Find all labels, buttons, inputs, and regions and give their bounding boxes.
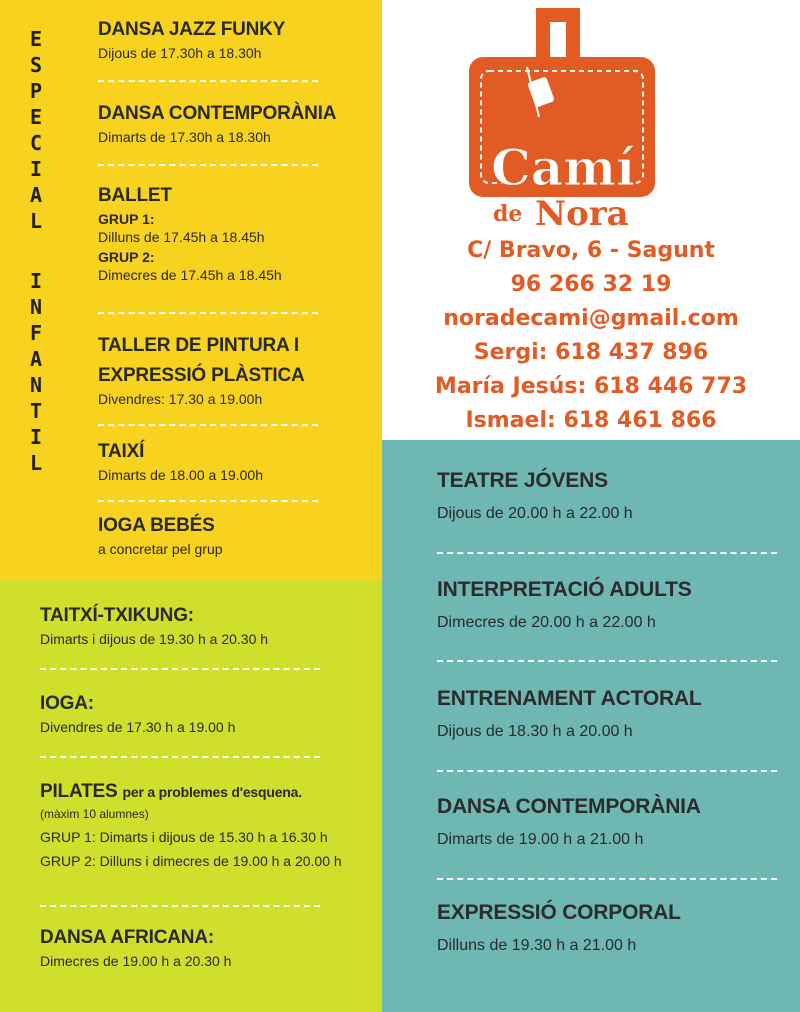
vertical-letter: I: [29, 157, 43, 181]
class-schedule: Dijous de 20.00 h a 22.00 h: [437, 505, 633, 522]
class-title: TAIXÍ: [98, 441, 145, 462]
contact-person: Sergi: 618 437 896: [473, 340, 709, 365]
class-title: DANSA CONTEMPORÀNIA: [98, 103, 337, 124]
vertical-letter: N: [29, 295, 43, 319]
class-schedule: Dijous de 18.30 h a 20.00 h: [437, 723, 633, 740]
class-schedule: Dimecres de 19.00 h a 20.30 h: [40, 953, 232, 969]
vertical-letter: E: [29, 27, 43, 51]
class-dansa-africana: [40, 926, 231, 970]
class-ioga: [40, 692, 235, 736]
contact-email: noradecami@gmail.com: [443, 306, 739, 331]
dashed-divider: [98, 500, 318, 502]
class-title: ENTRENAMENT ACTORAL: [437, 687, 702, 710]
vertical-letter: L: [29, 451, 43, 475]
class-title: DANSA AFRICANA:: [40, 927, 214, 948]
group-schedule: GRUP 2: Dilluns i dimecres de 19.00 h a 20.00 h: [40, 853, 342, 869]
dashed-divider: [437, 660, 777, 662]
vertical-letter: S: [29, 53, 43, 77]
dashed-divider: [40, 668, 320, 670]
class-schedule: Dimecres de 20.00 h a 22.00 h: [437, 614, 656, 631]
class-taixi: [98, 440, 263, 484]
dashed-divider: [98, 164, 318, 166]
especial-infantil-vertical-label: [26, 26, 46, 476]
class-taitxi-txikung: [40, 604, 268, 648]
class-title: DANSA JAZZ FUNKY: [98, 19, 286, 40]
dashed-divider: [98, 424, 318, 426]
class-title-suffix: per a problemes d'esquena.: [122, 784, 302, 800]
class-title-line: TALLER DE PINTURA I: [98, 335, 299, 356]
group-label: GRUP 1:: [98, 211, 155, 227]
class-ballet: [98, 184, 282, 284]
class-title-line: EXPRESSIÓ PLÀSTICA: [98, 365, 305, 386]
dashed-divider: [437, 552, 777, 554]
vertical-letter: F: [29, 321, 43, 345]
class-pilates: [40, 780, 375, 870]
vertical-letter: A: [29, 347, 43, 371]
vertical-letter: P: [29, 79, 43, 103]
contact-address: C/ Bravo, 6 - Sagunt: [467, 238, 715, 263]
class-schedule: Dimarts de 17.30h a 18.30h: [98, 129, 271, 145]
class-ioga-bebes: [98, 514, 223, 558]
class-title: INTERPRETACIÓ ADULTS: [437, 578, 692, 601]
class-schedule: Dimarts de 18.00 a 19.00h: [98, 467, 263, 483]
class-title: TAITXÍ-TXIKUNG:: [40, 605, 194, 626]
vertical-letter: A: [29, 183, 43, 207]
class-title: DANSA CONTEMPORÀNIA: [437, 795, 701, 818]
class-dansa-contemporania-infantil: [98, 102, 336, 146]
class-title: IOGA BEBÉS: [98, 515, 215, 536]
vertical-letter: C: [29, 131, 43, 155]
dashed-divider: [98, 312, 318, 314]
class-title: BALLET: [98, 185, 172, 206]
class-schedule: Dimarts de 19.00 h a 21.00 h: [437, 831, 644, 848]
class-schedule: Dijous de 17.30h a 18.30h: [98, 45, 262, 61]
vertical-letter: E: [29, 105, 43, 129]
class-teatre-jovens: [437, 468, 633, 524]
logo-word-cami: Camí: [490, 138, 636, 197]
vertical-letter: I: [29, 269, 43, 293]
dashed-divider: [40, 905, 320, 907]
logo-word-nora: Nora: [535, 194, 629, 233]
class-expressio-corporal: [437, 900, 681, 956]
group-schedule: GRUP 1: Dimarts i dijous de 15.30 h a 16.30 h: [40, 829, 328, 845]
dashed-divider: [98, 80, 318, 82]
group-schedule: Dimecres de 17.45h a 18.45h: [98, 267, 282, 283]
cami-de-nora-logo: [463, 5, 663, 233]
dashed-divider: [437, 770, 777, 772]
class-title: EXPRESSIÓ CORPORAL: [437, 901, 681, 924]
class-schedule: Dimarts i dijous de 19.30 h a 20.30 h: [40, 631, 269, 647]
class-title: PILATES: [40, 781, 118, 802]
vertical-letter: N: [29, 373, 43, 397]
class-note: (màxim 10 alumnes): [40, 807, 149, 821]
vertical-letter: L: [29, 209, 43, 233]
class-dansa-jazz-funky: [98, 18, 285, 62]
dashed-divider: [437, 878, 777, 880]
contact-person: Ismael: 618 461 866: [465, 408, 717, 433]
group-label: GRUP 2:: [98, 249, 155, 265]
dashed-divider: [40, 756, 320, 758]
vertical-letter: T: [29, 399, 43, 423]
class-taller-pintura: [98, 334, 305, 408]
class-title: IOGA:: [40, 693, 94, 714]
class-entrenament-actoral: [437, 686, 702, 742]
vertical-gap: [26, 234, 46, 268]
class-title: TEATRE JÓVENS: [437, 469, 608, 492]
contact-phone: 96 266 32 19: [510, 272, 672, 297]
class-schedule: Divendres: 17.30 a 19.00h: [98, 391, 263, 407]
infantil-panel: [0, 0, 382, 580]
vertical-letter: I: [29, 425, 43, 449]
class-schedule: Divendres de 17.30 h a 19.00 h: [40, 719, 236, 735]
logo-word-de: de: [493, 201, 523, 227]
class-dansa-contemporania-adults: [437, 794, 701, 850]
contact-person: María Jesús: 618 446 773: [434, 374, 748, 399]
class-schedule: a concretar pel grup: [98, 541, 223, 557]
group-schedule: Dilluns de 17.45h a 18.45h: [98, 229, 265, 245]
class-interpretacio-adults: [437, 577, 692, 633]
class-schedule: Dilluns de 19.30 h a 21.00 h: [437, 937, 637, 954]
